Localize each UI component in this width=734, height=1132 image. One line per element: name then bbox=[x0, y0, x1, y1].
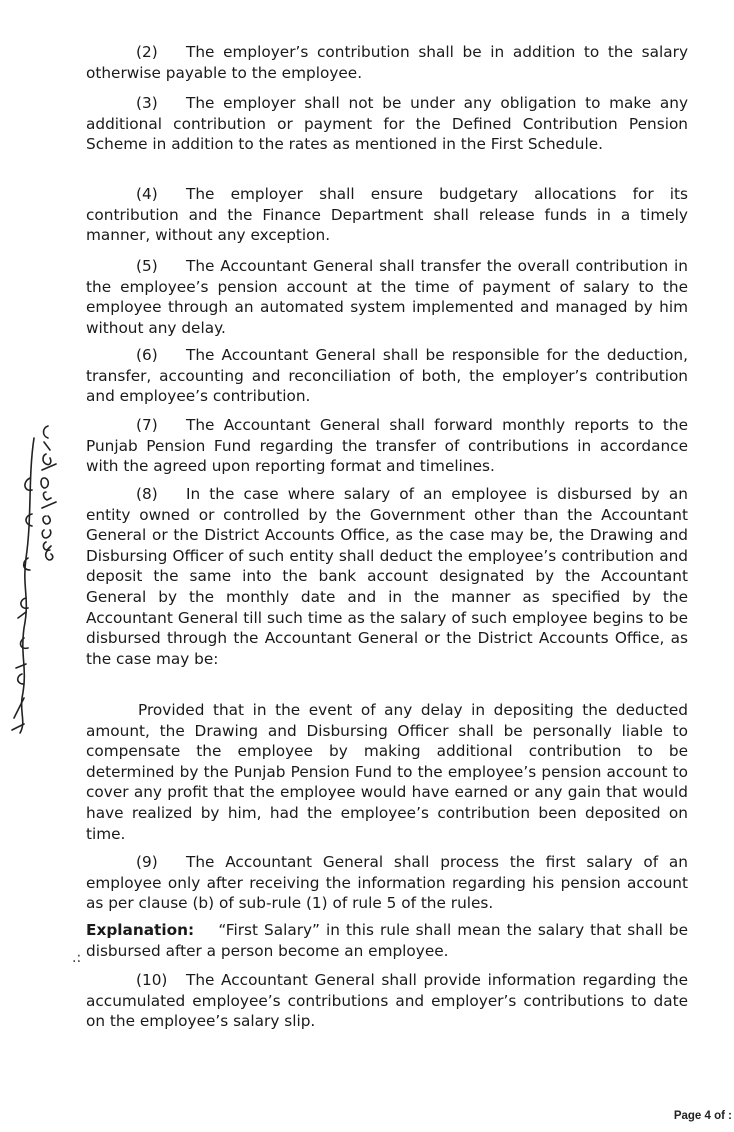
paragraph-text: Provided that in the event of any delay in depositing the deducted amount, the Drawing and Disbursing Officer shall be personally liable to compensate the employee by making additional contribution to be determined by the Punjab Pension Fund to the employee’s pension account to cover any profit that the employee would have earned or any gain that would have realized by him, had the employee’s contribution been deposited on time. bbox=[86, 701, 688, 843]
paragraph-text: In the case where salary of an employee is disbursed by an entity owned or controlled by the Government other than the Accountant General or the District Accounts Office, as the case may be, the Drawing and Disbursing Officer of such entity shall deduct the employee’s contribution and deposit the same into the bank account designated by the Accountant General by the monthly date and in the manner as specified by the Accountant General till such time as the salary of such employee begins to be disbursed through the Accountant General or the District Accounts Office, as the case may be: bbox=[86, 485, 688, 668]
paragraph-text: The employer shall ensure budgetary allocations for its contribution and the Finance Department shall release funds in a timely manner, without any exception. bbox=[86, 185, 688, 245]
paragraph-text: The employer’s contribution shall be in addition to the salary otherwise payable to the employee. bbox=[86, 43, 688, 82]
paragraph-number: (7) bbox=[136, 416, 158, 434]
explanation-label: Explanation: bbox=[86, 921, 195, 939]
paragraph-9 bbox=[86, 852, 688, 914]
paragraph-3 bbox=[86, 93, 688, 155]
paragraph-text: The Accountant General shall transfer the overall contribution in the employee’s pension account at the time of payment of salary to the employee through an automated system implemented and managed by him without any delay. bbox=[86, 257, 688, 337]
paragraph-text: The employer shall not be under any obligation to make any additional contribution or payment for the Defined Contribution Pension Scheme in addition to the rates as mentioned in the First Schedule. bbox=[86, 94, 688, 154]
paragraph-number: (10) bbox=[136, 971, 168, 989]
paragraph-6 bbox=[86, 345, 688, 407]
paragraph-4 bbox=[86, 184, 688, 246]
paragraph-number: (8) bbox=[136, 485, 158, 503]
paragraph-8 bbox=[86, 484, 688, 669]
explanation-text: “First Salary” in this rule shall mean the salary that shall be disbursed after a person become an employee. bbox=[86, 921, 688, 960]
paragraph-10 bbox=[86, 970, 688, 1032]
paragraph-number: (5) bbox=[136, 257, 158, 275]
explanation-paragraph bbox=[86, 920, 688, 961]
scan-dots: .: bbox=[72, 950, 82, 966]
paragraph-number: (4) bbox=[136, 185, 158, 203]
paragraph-text: The Accountant General shall forward monthly reports to the Punjab Pension Fund regarding the transfer of contributions in accordance with the agreed upon reporting format and timelines. bbox=[86, 416, 688, 476]
paragraph-text: The Accountant General shall be responsible for the deduction, transfer, accounting and reconciliation of both, the employer’s contribution and employee’s contribution. bbox=[86, 346, 688, 406]
paragraph-text: The Accountant General shall provide information regarding the accumulated employee’s contributions and employer’s contributions to date on the employee’s salary slip. bbox=[86, 971, 688, 1031]
paragraph-number: (3) bbox=[136, 94, 158, 112]
paragraph-number: (9) bbox=[136, 853, 158, 871]
page-number: Page 4 of : bbox=[673, 1110, 732, 1122]
paragraph-number: (6) bbox=[136, 346, 158, 364]
paragraph-number: (2) bbox=[136, 43, 158, 61]
paragraph-5 bbox=[86, 256, 688, 338]
paragraph-7 bbox=[86, 415, 688, 477]
proviso-paragraph bbox=[86, 700, 688, 844]
handwritten-signature bbox=[8, 418, 68, 738]
paragraph-text: The Accountant General shall process the first salary of an employee only after receiving the information regarding his pension account as per clause (b) of sub-rule (1) of rule 5 of the rules. bbox=[86, 853, 688, 913]
paragraph-2 bbox=[86, 42, 688, 83]
